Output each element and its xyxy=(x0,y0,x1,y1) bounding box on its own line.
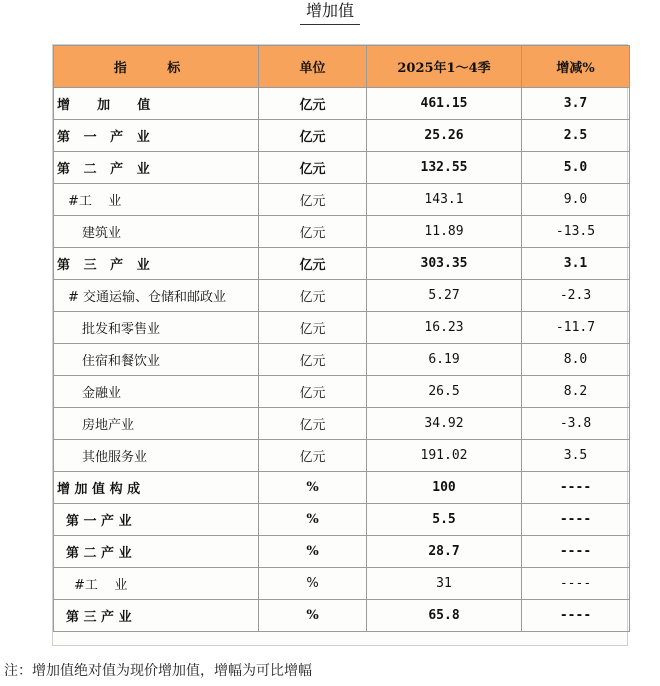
unit-cell: % xyxy=(259,568,367,600)
change-cell: 8.0 xyxy=(522,344,630,376)
page-title xyxy=(0,0,660,26)
table-row xyxy=(54,248,630,280)
indicator-cell: 增 加 值 构 成 xyxy=(54,472,259,504)
value-cell: 132.55 xyxy=(367,152,522,184)
indicator-cell: 其他服务业 xyxy=(54,440,259,472)
unit-cell: 亿元 xyxy=(259,216,367,248)
footnote: 注：增加值绝对值为现价增加值，增幅为可比增幅 xyxy=(4,663,312,679)
change-cell: 3.7 xyxy=(522,88,630,120)
change-cell: 3.1 xyxy=(522,248,630,280)
value-added-table xyxy=(53,45,630,632)
table-row xyxy=(54,600,630,632)
indicator-cell: 第 一 产 业 xyxy=(54,120,259,152)
indicator-cell: 第 三 产 业 xyxy=(54,248,259,280)
unit-cell: 亿元 xyxy=(259,280,367,312)
change-cell: 3.5 xyxy=(522,440,630,472)
indicator-cell: 增 加 值 xyxy=(54,88,259,120)
table-row xyxy=(54,536,630,568)
unit-cell: 亿元 xyxy=(259,120,367,152)
value-cell: 191.02 xyxy=(367,440,522,472)
header-period: 2025年1～4季 xyxy=(367,46,522,88)
value-cell: 5.5 xyxy=(367,504,522,536)
indicator-cell: 住宿和餐饮业 xyxy=(54,344,259,376)
change-cell: ---- xyxy=(522,472,630,504)
indicator-cell: 房地产业 xyxy=(54,408,259,440)
unit-cell: % xyxy=(259,472,367,504)
value-cell: 5.27 xyxy=(367,280,522,312)
unit-cell: 亿元 xyxy=(259,88,367,120)
indicator-cell: 金融业 xyxy=(54,376,259,408)
indicator-cell: 第 二 产 业 xyxy=(54,152,259,184)
indicator-cell: #工 业 xyxy=(54,184,259,216)
indicator-cell: 第 一 产 业 xyxy=(54,504,259,536)
change-cell: ---- xyxy=(522,600,630,632)
unit-cell: 亿元 xyxy=(259,184,367,216)
change-cell: 2.5 xyxy=(522,120,630,152)
unit-cell: 亿元 xyxy=(259,376,367,408)
unit-cell: 亿元 xyxy=(259,344,367,376)
table-row xyxy=(54,376,630,408)
unit-cell: 亿元 xyxy=(259,312,367,344)
header-unit: 单位 xyxy=(259,46,367,88)
change-cell: 9.0 xyxy=(522,184,630,216)
header-indicator: 指 标 xyxy=(54,46,259,88)
table-row xyxy=(54,408,630,440)
value-cell: 65.8 xyxy=(367,600,522,632)
table-row xyxy=(54,344,630,376)
value-cell: 303.35 xyxy=(367,248,522,280)
unit-cell: 亿元 xyxy=(259,408,367,440)
indicator-cell: 批发和零售业 xyxy=(54,312,259,344)
table-row xyxy=(54,568,630,600)
table-row xyxy=(54,152,630,184)
indicator-cell: 建筑业 xyxy=(54,216,259,248)
unit-cell: % xyxy=(259,536,367,568)
value-cell: 25.26 xyxy=(367,120,522,152)
data-table-container xyxy=(52,44,628,646)
change-cell: -3.8 xyxy=(522,408,630,440)
table-row xyxy=(54,280,630,312)
value-cell: 16.23 xyxy=(367,312,522,344)
value-cell: 28.7 xyxy=(367,536,522,568)
value-cell: 26.5 xyxy=(367,376,522,408)
table-row xyxy=(54,184,630,216)
table-row xyxy=(54,120,630,152)
change-cell: -2.3 xyxy=(522,280,630,312)
change-cell: 5.0 xyxy=(522,152,630,184)
unit-cell: 亿元 xyxy=(259,440,367,472)
page-title-text: 增加值 xyxy=(300,0,360,25)
table-header-row xyxy=(54,46,630,88)
table-row xyxy=(54,504,630,536)
change-cell: -13.5 xyxy=(522,216,630,248)
indicator-cell: 第 二 产 业 xyxy=(54,536,259,568)
table-row xyxy=(54,472,630,504)
change-cell: -11.7 xyxy=(522,312,630,344)
value-cell: 31 xyxy=(367,568,522,600)
indicator-cell: 第 三 产 业 xyxy=(54,600,259,632)
header-change: 增减% xyxy=(522,46,630,88)
change-cell: 8.2 xyxy=(522,376,630,408)
value-cell: 461.15 xyxy=(367,88,522,120)
value-cell: 34.92 xyxy=(367,408,522,440)
value-cell: 11.89 xyxy=(367,216,522,248)
unit-cell: 亿元 xyxy=(259,152,367,184)
change-cell: ---- xyxy=(522,504,630,536)
unit-cell: 亿元 xyxy=(259,248,367,280)
indicator-cell: # 交通运输、仓储和邮政业 xyxy=(54,280,259,312)
unit-cell: % xyxy=(259,600,367,632)
indicator-cell: #工 业 xyxy=(54,568,259,600)
value-cell: 100 xyxy=(367,472,522,504)
table-row xyxy=(54,440,630,472)
change-cell: ---- xyxy=(522,536,630,568)
change-cell: ---- xyxy=(522,568,630,600)
table-row xyxy=(54,88,630,120)
value-cell: 6.19 xyxy=(367,344,522,376)
table-row xyxy=(54,216,630,248)
table-row xyxy=(54,312,630,344)
value-cell: 143.1 xyxy=(367,184,522,216)
unit-cell: % xyxy=(259,504,367,536)
